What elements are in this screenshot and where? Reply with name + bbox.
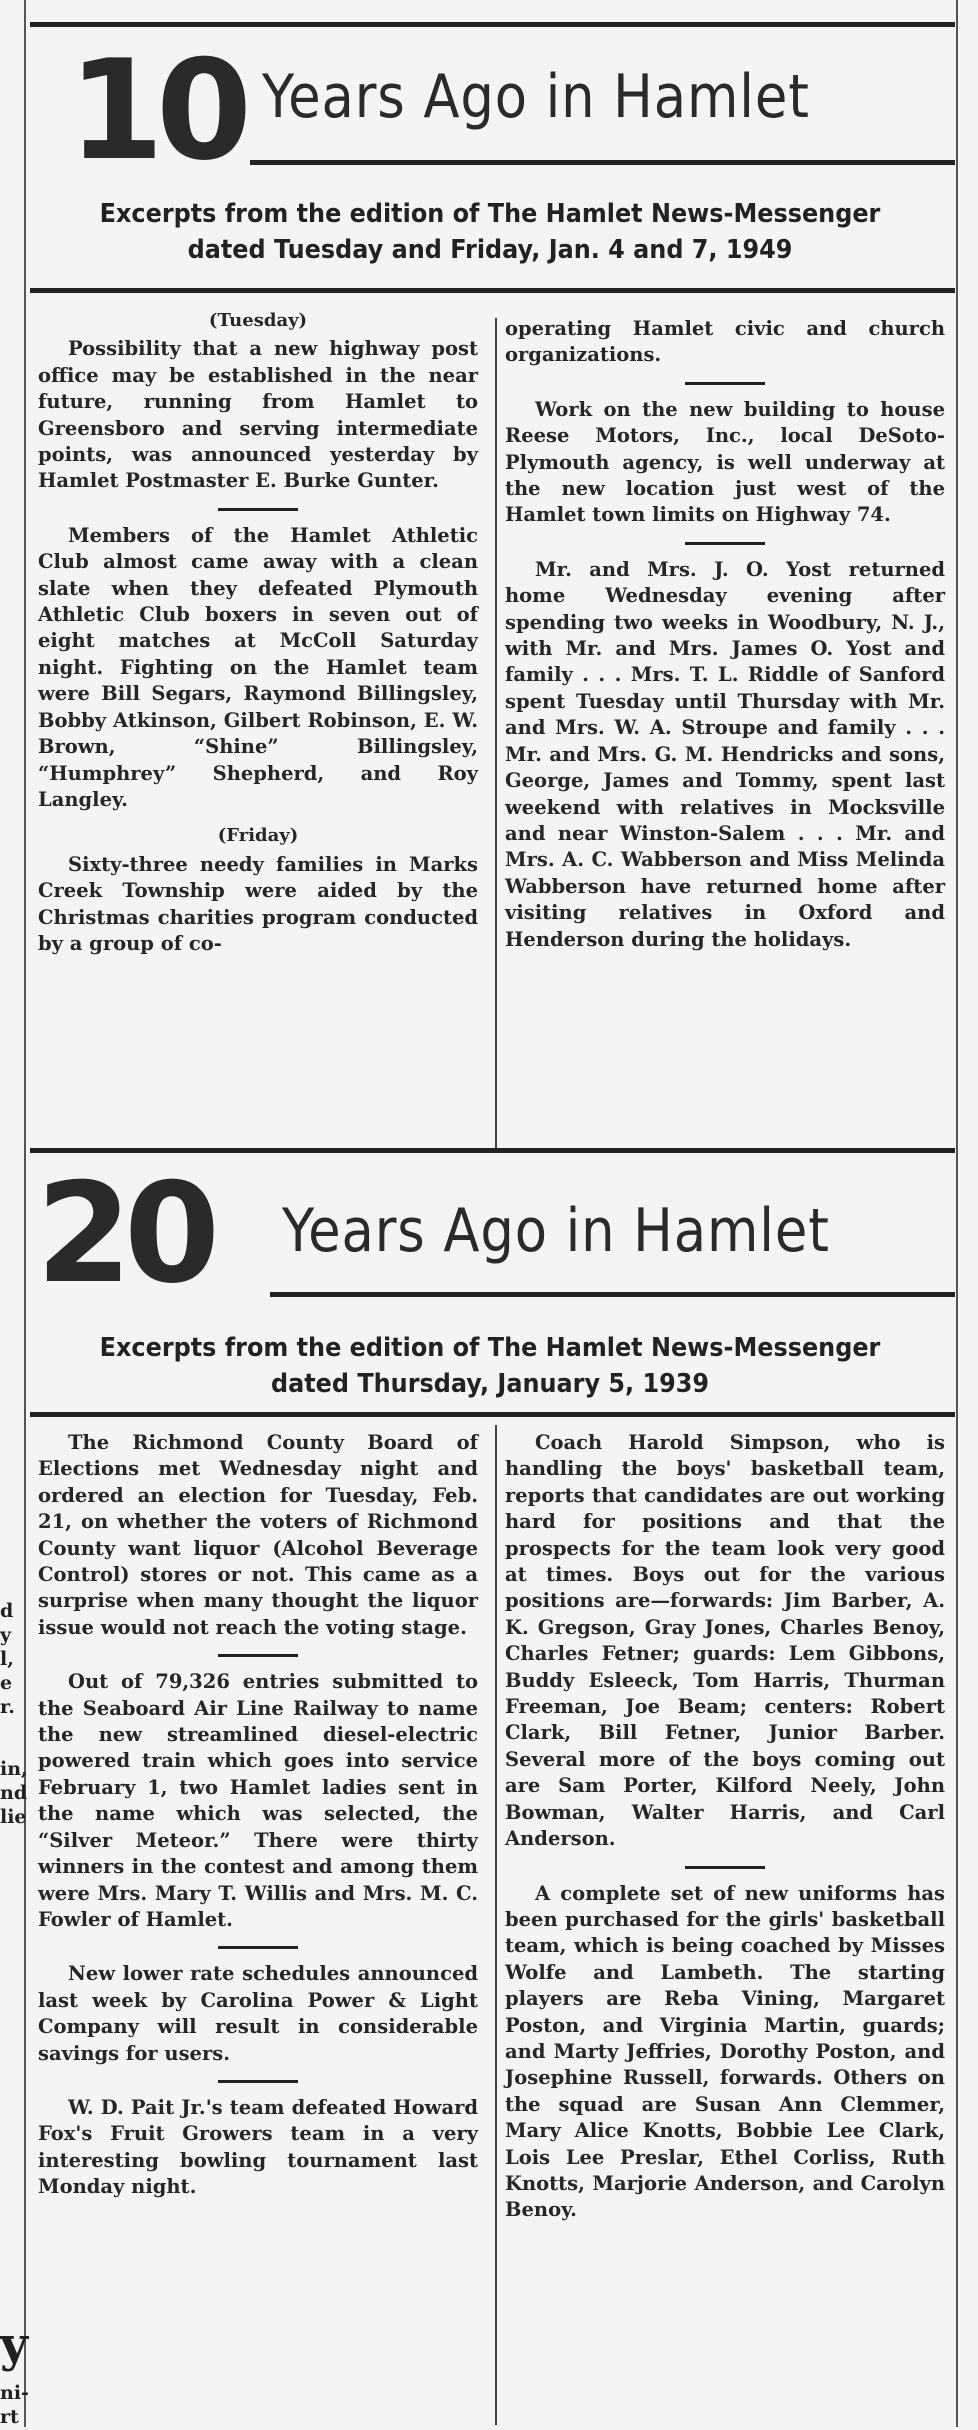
item-silver-meteor: Out of 79,326 entries submitted to the Seaboard Air Line Railway to name the new streamlined diesel-electric powered train which goes into service February 1, two Hamlet ladies sent in the name which was selected, the “Silver Meteor.” There were thirty winners in the contest and among them were Mrs. Mary T. Willis and Mrs. M. C. Fowler of Hamlet. — [38, 1670, 478, 1931]
section-20-title: Years Ago in Hamlet — [282, 1196, 830, 1266]
day-heading-tuesday: (Tuesday) — [208, 310, 308, 331]
item-athletic-club: Members of the Hamlet Athletic Club almost came away with a clean slate when they defeated Plymouth Athletic Club boxers in seven out of eight matches at McColl Saturday night. Fighting on the Hamlet team were Bill Segars, Raymond Billingsley, Bobby Atkinson, Gilbert Robinson, E. W. Brown, “Shine” Billingsley, “Humphrey” Shepherd, and Roy Langley. — [38, 523, 478, 811]
separator — [685, 382, 765, 385]
column-divider — [495, 1425, 497, 2425]
section-10-subtitle — [67, 196, 913, 268]
margin-fragment: y — [0, 1624, 12, 1646]
separator — [218, 1654, 298, 1657]
separator — [685, 1866, 765, 1869]
subtitle-line-1: Excerpts from the edition of The Hamlet News-Messenger — [99, 199, 881, 229]
section-10-right-column — [505, 316, 945, 953]
separator — [218, 2080, 298, 2083]
section-20-rule — [30, 1412, 955, 1417]
subtitle-line-2: dated Tuesday and Friday, Jan. 4 and 7, 1949 — [187, 235, 793, 265]
item-liquor-election: The Richmond County Board of Elections met Wednesday night and ordered an election for Tuesday, Feb. 21, on whether the voters of Richmond County want liquor (Alcohol Beverage Control) stores or not. This came as a surprise when many thought the liquor issue would not reach the voting stage. — [38, 1431, 478, 1639]
section-20-left-column — [38, 1430, 478, 2201]
item-rate-schedules: New lower rate schedules announced last week by Carolina Power & Light Company will result in considerable savings for users. — [38, 1962, 478, 2065]
margin-fragment: ni- — [0, 2382, 29, 2404]
separator — [218, 1946, 298, 1949]
section-10-number: 10 — [68, 30, 245, 191]
section-20-subtitle — [67, 1330, 913, 1402]
margin-fragment: in, — [0, 1758, 28, 1780]
item-reese-motors: Work on the new building to house Reese Motors, Inc., local DeSoto-Plymouth agency, is well underway at the new location just west of the Hamlet town limits on Highway 74. — [505, 397, 945, 527]
top-rule — [30, 22, 955, 27]
margin-fragment: rt — [0, 2406, 19, 2428]
margin-fragment: nd — [0, 1782, 28, 1804]
item-boys-basketball: Coach Harold Simpson, who is handling the boys' basketball team, reports that candidates are out working hard for positions and that the prospects for the team look very good at times. Boys out for the various positions are—forwards: Jim Barber, A. K. Gregson, Gray Jones, Charles Benoy, Charles Fetner; guards: Lem Gibbons, Buddy Esleeck, Tom Harris, Thurman Freeman, Joe Beam; centers: Robert Clark, Bill Fetner, Junior Barber. Several more of the boys coming out are Sam Porter, Kilford Neely, John Bowman, Walter Harris, and Carl Anderson. — [505, 1431, 945, 1851]
column-divider — [495, 318, 497, 1148]
margin-fragment: e — [0, 1672, 13, 1694]
item-bowling: W. D. Pait Jr.'s team defeated Howard Fox's Fruit Growers team in a very interesting bowling tournament last Monday night. — [38, 2095, 478, 2199]
section-10-left-column — [38, 308, 478, 957]
margin-fragment: r. — [0, 1696, 15, 1718]
item-continued: operating Hamlet civic and church organizations. — [505, 317, 945, 367]
margin-fragment: l, — [0, 1648, 14, 1670]
item-girls-basketball: A complete set of new uniforms has been purchased for the girls' basketball team, which is being coached by Misses Wolfe and Lambeth. The starting players are Reba Vining, Margaret Poston, and Virginia Martin, guards; and Marty Jeffries, Dorothy Poston, and Josephine Russell, forwards. Others on the squad are Susan Ann Clemmer, Mary Alice Knotts, Bobbie Lee Clark, Lois Lee Preslar, Ethel Corliss, Ruth Knotts, Marjorie Anderson, and Carolyn Benoy. — [505, 1881, 945, 2222]
title-rule — [250, 160, 955, 165]
section-20-number: 20 — [36, 1153, 213, 1314]
day-heading-friday: (Friday) — [217, 825, 299, 847]
title-rule — [270, 1292, 955, 1297]
separator — [685, 542, 765, 545]
item-highway-post-office: Possibility that a new highway post office may be established in the near future, running from Hamlet to Greensboro and serving intermediate points, was announced yesterday by Hamlet Postmaster E. Burke Gunter. — [38, 337, 478, 493]
margin-fragment: y — [0, 2317, 28, 2373]
subtitle-line-1: Excerpts from the edition of The Hamlet News-Messenger — [99, 1333, 881, 1363]
section-10-title: Years Ago in Hamlet — [262, 62, 810, 132]
item-needy-families: Sixty-three needy families in Marks Creek Township were aided by the Christmas charities program conducted by a group of co- — [38, 852, 478, 955]
margin-fragment: d — [0, 1600, 14, 1622]
section-10-rule — [30, 288, 955, 293]
subtitle-line-2: dated Thursday, January 5, 1939 — [270, 1369, 710, 1399]
margin-fragment: lie — [0, 1806, 27, 1828]
section-20-right-column — [505, 1430, 945, 2224]
separator — [218, 508, 298, 511]
item-social-notes: Mr. and Mrs. J. O. Yost returned home Wednesday evening after spending two weeks in Woodbury, N. J., with Mr. and Mrs. James O. Yost and family . . . Mrs. T. L. Riddle of Sanford spent Tuesday until Thursday with Mr. and Mrs. W. A. Stroupe and family . . . Mr. and Mrs. G. M. Hendricks and sons, George, James and Tommy, spent last weekend with relatives in Mocksville and near Winston-Salem . . . Mr. and Mrs. A. C. Wabberson and Miss Melinda Wabberson have returned home after visiting relatives in Oxford and Henderson during the holidays. — [505, 557, 945, 951]
